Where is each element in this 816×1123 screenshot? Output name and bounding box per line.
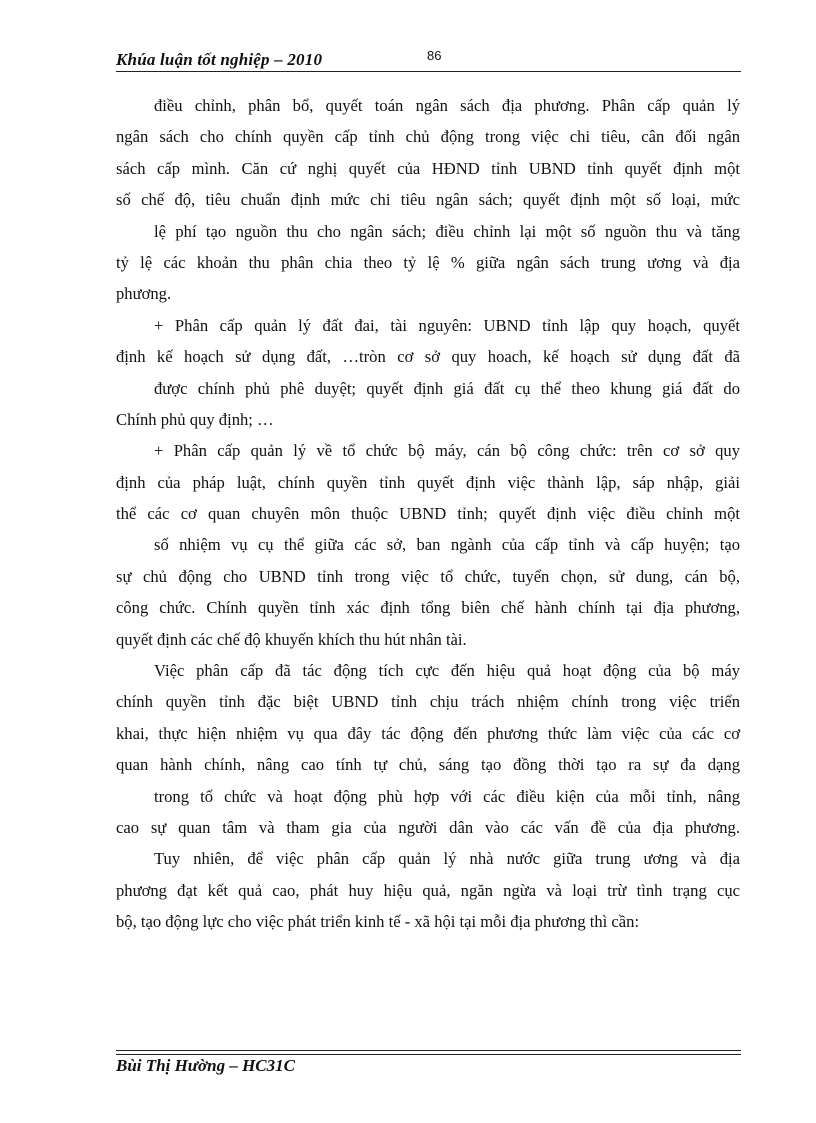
text-line: quan hành chính, nâng cao tính tự chủ, sáng tạo đồng thời tạo ra sự đa dạng [116,755,740,775]
text-line: Tuy nhiên, để việc phân cấp quản lý nhà nước giữa trung ương và địa [154,849,740,869]
text-line: điều chỉnh, phân bổ, quyết toán ngân sách địa phương. Phân cấp quản lý [154,96,740,115]
text-line: chính quyền tỉnh đặc biệt UBND tỉnh chịu trách nhiệm chính trong việc triển [116,692,740,712]
text-line: + Phân cấp quản lý đất đai, tài nguyên: UBND tỉnh lập quy hoạch, quyết [154,315,740,335]
text-line: công chức. Chính quyền tỉnh xác định tổng biên chế hành chính tại địa phương, [116,598,740,618]
footer-rule [116,1054,741,1055]
text-line: quyết định các chế độ khuyến khích thu hút nhân tài. [116,629,467,649]
text-line: lệ phí tạo nguồn thu cho ngân sách; điều chỉnh lại một số nguồn thu và tăng [154,221,740,241]
text-line: Việc phân cấp đã tác động tích cực đến hiệu quả hoạt động của bộ máy [154,661,740,681]
footer-author: Bùi Thị Hường – HC31C [116,1056,295,1075]
text-line: bộ, tạo động lực cho việc phát triển kinh tế - xã hội tại mỗi địa phương thì cần: [116,912,640,932]
text-line: tỷ lệ các khoản thu phân chia theo tỷ lệ % giữa ngân sách trung ương và địa [116,252,740,272]
page-number: 86 [427,48,442,63]
text-line: cao sự quan tâm và tham gia của người dân vào các vấn đề của địa phương. [116,817,740,837]
text-line: sách cấp mình. Căn cứ nghị quyết của HĐND tỉnh UBND tỉnh quyết định một [116,158,740,178]
text-line: khai, thực hiện nhiệm vụ qua đây tác động đến phương thức làm việc của các cơ [116,723,740,743]
text-line: định của pháp luật, chính quyền tỉnh quyết định việc thành lập, sáp nhập, giải [116,472,740,492]
text-line: số chế độ, tiêu chuẩn định mức chi tiêu ngân sách; quyết định một số loại, mức [116,190,740,210]
text-line: sự chủ động cho UBND tỉnh trong việc tổ chức, tuyển chọn, sử dung, cán bộ, [116,566,740,586]
header-rule [116,71,741,72]
document-title: Khúa luận tốt nghiệp – 2010 [116,50,323,69]
text-line: được chính phủ phê duyệt; quyết định giá đất cụ thể theo khung giá đất do [154,378,740,398]
text-line: thể các cơ quan chuyên môn thuộc UBND tỉnh; quyết định việc điều chỉnh một [116,504,740,524]
text-line: phương đạt kết quả cao, phát huy hiệu quả, ngăn ngừa và loại trừ tình trạng cục [116,880,740,900]
body-text [116,90,740,938]
text-line: ngân sách cho chính quyền cấp tỉnh chủ động trong việc chi tiêu, cân đối ngân [116,127,740,147]
footer-rule [116,1050,741,1051]
text-line: Chính phủ quy định; … [116,409,274,429]
page-header [116,48,740,72]
text-line: trong tổ chức và hoạt động phù hợp với các điều kiện của mỗi tỉnh, nâng [154,786,740,806]
text-line: phương. [116,284,172,304]
text-line: định kế hoạch sử dụng đất, …tròn cơ sở quy hoach, kế hoạch sử dụng đất đã [116,347,740,367]
text-line: số nhiệm vụ cụ thể giữa các sở, ban ngành của cấp tỉnh và cấp huyện; tạo [154,535,740,555]
text-line: + Phân cấp quản lý về tổ chức bộ máy, cán bộ công chức: trên cơ sở quy [154,441,740,461]
